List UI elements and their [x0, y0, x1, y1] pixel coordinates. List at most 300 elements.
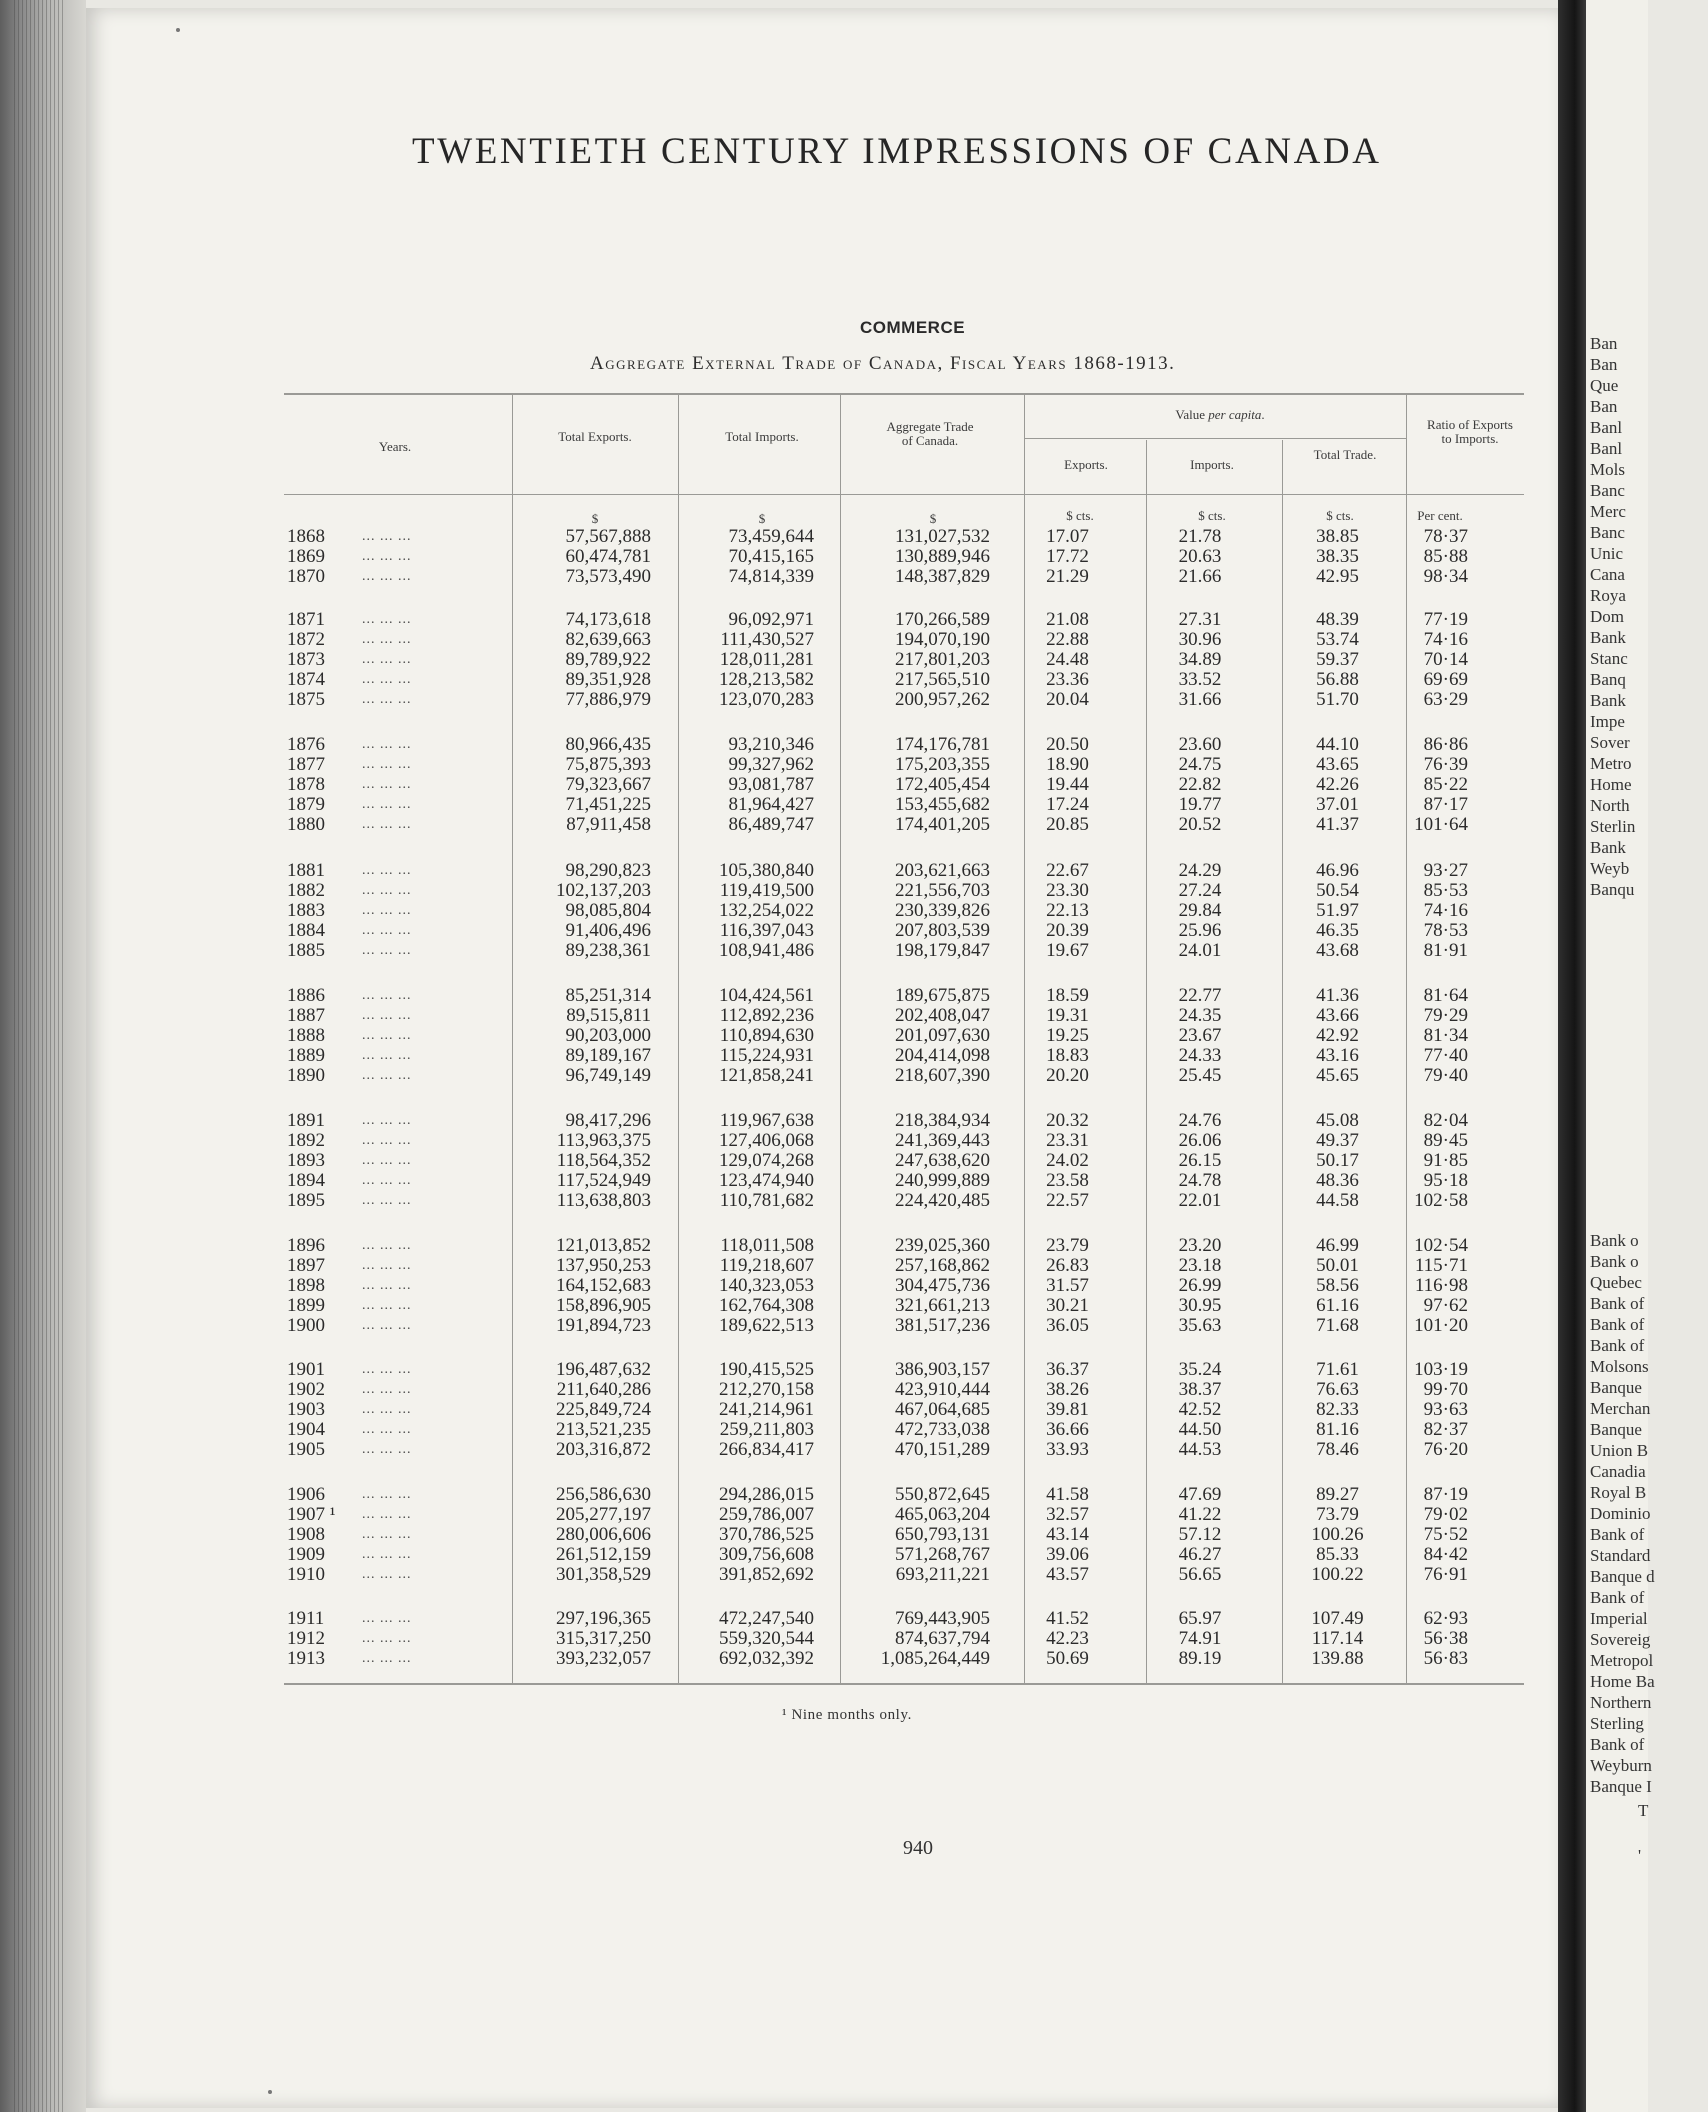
aggregate-cell: 198,179,847: [895, 940, 990, 961]
year-group: [0, 1236, 1540, 1336]
imports-cell: 128,011,281: [719, 649, 814, 670]
pc-imports-cell: 22.82: [1178, 774, 1222, 795]
pc-total-cell: 59.37: [1316, 649, 1359, 670]
pc-total-cell: 48.36: [1316, 1170, 1359, 1191]
pc-total-cell: 37.01: [1316, 794, 1359, 815]
ratio-cell: 93·63: [1423, 1399, 1468, 1420]
aggregate-cell: 693,211,221: [895, 1564, 990, 1585]
pc-imports-cell: 34.89: [1178, 649, 1222, 670]
year-cell: 1898: [287, 1275, 325, 1296]
year-cell: 1876: [287, 734, 325, 755]
imports-cell: 294,286,015: [719, 1484, 814, 1505]
aggregate-cell: 174,401,205: [895, 814, 990, 835]
pc-imports-cell: 44.50: [1178, 1419, 1222, 1440]
year-cell: 1870: [287, 566, 325, 587]
exports-cell: 89,515,811: [566, 1005, 651, 1026]
table-row: [0, 1131, 1540, 1151]
exports-cell: 89,238,361: [565, 940, 651, 961]
leader-dots: ... ... ...: [362, 1527, 412, 1542]
leader-dots: ... ... ...: [362, 1153, 412, 1168]
pc-imports-cell: 23.60: [1178, 734, 1222, 755]
exports-cell: 205,277,197: [556, 1504, 651, 1525]
pc-total-cell: 46.99: [1316, 1235, 1359, 1256]
ratio-cell: 56·83: [1423, 1648, 1468, 1669]
imports-cell: 118,011,508: [720, 1235, 814, 1256]
aggregate-cell: 224,420,485: [895, 1190, 990, 1211]
leader-dots: ... ... ...: [362, 1487, 412, 1502]
imports-cell: 73,459,644: [728, 526, 814, 547]
pc-imports-cell: 27.31: [1178, 609, 1222, 630]
imports-cell: 692,032,392: [719, 1648, 814, 1669]
table-row: [0, 1565, 1540, 1585]
exports-cell: 85,251,314: [565, 985, 651, 1006]
pc-imports-cell: 24.75: [1178, 754, 1222, 775]
aggregate-cell: 217,801,203: [895, 649, 990, 670]
ratio-cell: 79·02: [1423, 1504, 1468, 1525]
pc-imports-cell: 26.06: [1178, 1130, 1222, 1151]
facing-page-text: Home Ba: [1590, 1672, 1655, 1691]
leader-dots: ... ... ...: [362, 1193, 412, 1208]
leader-dots: ... ... ...: [362, 903, 412, 918]
ratio-cell: 87·17: [1423, 794, 1468, 815]
year-cell: 1890: [287, 1065, 325, 1086]
imports-cell: 129,074,268: [719, 1150, 814, 1171]
exports-cell: 89,351,928: [565, 669, 651, 690]
pc-total-cell: 53.74: [1316, 629, 1359, 650]
ratio-cell: 101·20: [1414, 1315, 1468, 1336]
header-pc-imports: Imports.: [1190, 457, 1234, 472]
ratio-cell: 63·29: [1423, 689, 1468, 710]
facing-page-edge: [1586, 0, 1655, 2112]
leader-dots: ... ... ...: [362, 632, 412, 647]
pc-exports-cell: 23.30: [1046, 880, 1089, 901]
table-top-rule: [284, 393, 1524, 395]
leader-dots: ... ... ...: [362, 1048, 412, 1063]
pc-total-cell: 58.56: [1316, 1275, 1359, 1296]
pc-total-cell: 50.01: [1316, 1255, 1359, 1276]
year-group: [0, 1485, 1540, 1585]
imports-cell: 162,764,308: [719, 1295, 814, 1316]
year-cell: 1881: [287, 860, 325, 881]
pc-total-cell: 117.14: [1311, 1628, 1364, 1649]
pc-imports-cell: 25.45: [1178, 1065, 1222, 1086]
year-cell: 1896: [287, 1235, 325, 1256]
ratio-cell: 56·38: [1423, 1628, 1468, 1649]
aggregate-cell: 239,025,360: [895, 1235, 990, 1256]
pc-total-cell: 44.58: [1316, 1190, 1359, 1211]
year-cell: 1903: [287, 1399, 325, 1420]
facing-page-text: Impe: [1590, 712, 1625, 731]
imports-cell: 189,622,513: [719, 1315, 814, 1336]
year-cell: 1873: [287, 649, 325, 670]
leader-dots: ... ... ...: [362, 797, 412, 812]
year-cell: 1900: [287, 1315, 325, 1336]
imports-cell: 140,323,053: [719, 1275, 814, 1296]
table-row: [0, 1256, 1540, 1276]
pc-exports-cell: 20.04: [1046, 689, 1089, 710]
year-cell: 1913: [287, 1648, 325, 1669]
year-cell: 1871: [287, 609, 325, 630]
ratio-cell: 101·64: [1414, 814, 1468, 835]
facing-page-text: Ban: [1590, 334, 1618, 353]
exports-cell: 98,290,823: [565, 860, 651, 881]
pc-exports-cell: 23.31: [1046, 1130, 1089, 1151]
pc-total-cell: 51.70: [1316, 689, 1359, 710]
pc-imports-cell: 24.01: [1178, 940, 1222, 961]
facing-page-text: Bank of: [1590, 1336, 1645, 1355]
pc-exports-cell: 21.29: [1046, 566, 1089, 587]
pc-imports-cell: 22.01: [1178, 1190, 1222, 1211]
table-row: [0, 1066, 1540, 1086]
aggregate-cell: 175,203,355: [895, 754, 990, 775]
ratio-cell: 85·22: [1423, 774, 1468, 795]
ratio-cell: 76·91: [1423, 1564, 1468, 1585]
pc-imports-cell: 29.84: [1178, 900, 1222, 921]
aggregate-cell: 202,408,047: [895, 1005, 990, 1026]
pc-total-cell: 89.27: [1316, 1484, 1359, 1505]
leader-dots: ... ... ...: [362, 1238, 412, 1253]
ratio-cell: 102·58: [1414, 1190, 1468, 1211]
exports-cell: 225,849,724: [556, 1399, 651, 1420]
pc-exports-cell: 18.83: [1046, 1045, 1089, 1066]
aggregate-cell: 465,063,204: [895, 1504, 990, 1525]
year-cell: 1894: [287, 1170, 325, 1191]
facing-page-text: T: [1638, 1801, 1649, 1820]
per-capita-rule: [1025, 438, 1407, 439]
pc-imports-cell: 19.77: [1178, 794, 1222, 815]
leader-dots: ... ... ...: [362, 1278, 412, 1293]
aggregate-cell: 769,443,905: [895, 1608, 990, 1629]
pc-imports-cell: 57.12: [1178, 1524, 1222, 1545]
pc-total-cell: 45.65: [1316, 1065, 1359, 1086]
pc-total-cell: 48.39: [1316, 609, 1359, 630]
pc-exports-cell: 41.52: [1046, 1608, 1089, 1629]
year-cell: 1904: [287, 1419, 325, 1440]
header-total-imports: Total Imports.: [725, 429, 799, 444]
pc-total-cell: 45.08: [1316, 1110, 1359, 1131]
year-group: [0, 735, 1540, 835]
pc-imports-cell: 21.78: [1178, 526, 1222, 547]
year-cell: 1880: [287, 814, 325, 835]
aggregate-cell: 321,661,213: [895, 1295, 990, 1316]
facing-page-text: Banq: [1590, 670, 1626, 689]
exports-cell: 73,573,490: [565, 566, 651, 587]
imports-cell: 96,092,971: [728, 609, 814, 630]
imports-cell: 128,213,582: [719, 669, 814, 690]
facing-page-text: Bank: [1590, 838, 1626, 857]
year-cell: 1878: [287, 774, 325, 795]
pc-total-cell: 43.16: [1316, 1045, 1359, 1066]
year-cell: 1905: [287, 1439, 325, 1460]
exports-cell: 137,950,253: [556, 1255, 651, 1276]
imports-cell: 391,852,692: [719, 1564, 814, 1585]
aggregate-cell: 257,168,862: [895, 1255, 990, 1276]
exports-cell: 211,640,286: [556, 1379, 651, 1400]
facing-page-text: Banqu: [1590, 880, 1635, 899]
year-group: [0, 1609, 1540, 1669]
pc-total-cell: 71.68: [1316, 1315, 1359, 1336]
aggregate-cell: 221,556,703: [895, 880, 990, 901]
pc-exports-cell: 19.25: [1046, 1025, 1089, 1046]
imports-cell: 241,214,961: [719, 1399, 814, 1420]
pc-exports-cell: 17.72: [1046, 546, 1089, 567]
year-cell: 1885: [287, 940, 325, 961]
aggregate-cell: 130,889,946: [895, 546, 990, 567]
table-row: [0, 881, 1540, 901]
year-group: [0, 610, 1540, 710]
facing-page-text: Stanc: [1590, 649, 1628, 668]
year-cell: 1907 ¹: [287, 1504, 336, 1525]
pc-total-cell: 42.95: [1316, 566, 1359, 587]
header-value-per-capita-text: Value per capita.: [1175, 407, 1265, 422]
imports-cell: 110,781,682: [719, 1190, 814, 1211]
facing-page-text: Dom: [1590, 607, 1624, 626]
pc-imports-cell: 26.99: [1178, 1275, 1222, 1296]
pc-exports-cell: 43.14: [1046, 1524, 1089, 1545]
leader-dots: ... ... ...: [362, 883, 412, 898]
pc-exports-cell: 38.26: [1046, 1379, 1089, 1400]
aggregate-cell: 218,607,390: [895, 1065, 990, 1086]
aggregate-cell: 472,733,038: [895, 1419, 990, 1440]
ratio-cell: 74·16: [1423, 629, 1468, 650]
facing-page-text: Banque: [1590, 1378, 1642, 1397]
pc-exports-cell: 20.39: [1046, 920, 1089, 941]
facing-page-text: Roya: [1590, 586, 1626, 605]
pc-total-cell: 50.54: [1316, 880, 1359, 901]
pc-exports-cell: 19.67: [1046, 940, 1089, 961]
facing-page-text: Union B: [1590, 1441, 1649, 1460]
year-cell: 1901: [287, 1359, 325, 1380]
pc-imports-cell: 56.65: [1178, 1564, 1222, 1585]
table-row: [0, 1151, 1540, 1171]
table-row: [0, 1525, 1540, 1545]
exports-cell: 301,358,529: [556, 1564, 651, 1585]
ratio-cell: 70·14: [1423, 649, 1468, 670]
table-row: [0, 1006, 1540, 1026]
exports-cell: 393,232,057: [556, 1648, 651, 1669]
pc-imports-cell: 65.97: [1178, 1608, 1222, 1629]
pc-exports-cell: 17.07: [1046, 526, 1089, 547]
exports-cell: 196,487,632: [556, 1359, 651, 1380]
table-row: [0, 921, 1540, 941]
page-number: 940: [903, 1837, 933, 1859]
imports-cell: 105,380,840: [719, 860, 814, 881]
imports-cell: 81,964,427: [728, 794, 814, 815]
year-cell: 1875: [287, 689, 325, 710]
aggregate-cell: 203,621,663: [895, 860, 990, 881]
pc-total-cell: 41.37: [1316, 814, 1359, 835]
leader-dots: ... ... ...: [362, 1402, 412, 1417]
facing-page-text: Royal B: [1590, 1483, 1647, 1502]
pc-total-cell: 43.65: [1316, 754, 1359, 775]
unit-ratio: Per cent.: [1417, 508, 1463, 523]
facing-page-text: Sover: [1590, 733, 1630, 752]
facing-page-text: Merchan: [1590, 1399, 1651, 1418]
exports-cell: 315,317,250: [556, 1628, 651, 1649]
facing-page-text: Mols: [1590, 460, 1625, 479]
table-row: [0, 1171, 1540, 1191]
ratio-cell: 62·93: [1423, 1608, 1468, 1629]
aggregate-cell: 131,027,532: [895, 526, 990, 547]
year-cell: 1895: [287, 1190, 325, 1211]
facing-page-text: Sterlin: [1590, 817, 1636, 836]
unit-pc-exports: $ cts.: [1066, 508, 1094, 523]
imports-cell: 119,419,500: [719, 880, 814, 901]
pc-imports-cell: 26.15: [1178, 1150, 1222, 1171]
facing-page-text: Merc: [1590, 502, 1626, 521]
year-cell: 1893: [287, 1150, 325, 1171]
pc-exports-cell: 36.66: [1046, 1419, 1089, 1440]
imports-cell: 93,081,787: [728, 774, 814, 795]
table-row: [0, 1111, 1540, 1131]
year-cell: 1902: [287, 1379, 325, 1400]
ratio-cell: 74·16: [1423, 900, 1468, 921]
pc-imports-cell: 24.76: [1178, 1110, 1222, 1131]
pc-total-cell: 61.16: [1316, 1295, 1359, 1316]
ratio-cell: 89·45: [1423, 1130, 1468, 1151]
table-row: [0, 1046, 1540, 1066]
table-row: [0, 1545, 1540, 1565]
header-years: Years.: [378, 439, 412, 454]
imports-cell: 123,070,283: [719, 689, 814, 710]
year-group: [0, 1111, 1540, 1211]
ratio-cell: 86·86: [1423, 734, 1468, 755]
leader-dots: ... ... ...: [362, 1362, 412, 1377]
table-row: [0, 735, 1540, 755]
ratio-cell: 81·91: [1423, 940, 1468, 961]
table-row: [0, 670, 1540, 690]
facing-page-text: Que: [1590, 376, 1619, 395]
pc-imports-cell: 24.35: [1178, 1005, 1222, 1026]
imports-cell: 309,756,608: [719, 1544, 814, 1565]
exports-cell: 113,963,375: [556, 1130, 651, 1151]
facing-page-text: Sovereig: [1590, 1630, 1651, 1649]
pc-exports-cell: 18.59: [1046, 985, 1089, 1006]
exports-cell: 203,316,872: [556, 1439, 651, 1460]
leader-dots: ... ... ...: [362, 1298, 412, 1313]
aggregate-cell: 467,064,685: [895, 1399, 990, 1420]
leader-dots: ... ... ...: [362, 692, 412, 707]
ratio-cell: 116·98: [1414, 1275, 1468, 1296]
table-row: [0, 1026, 1540, 1046]
pc-imports-cell: 31.66: [1178, 689, 1222, 710]
header-pc-total: Total Trade.: [1313, 447, 1377, 462]
pc-total-cell: 41.36: [1316, 985, 1359, 1006]
exports-cell: 74,173,618: [565, 609, 651, 630]
pc-total-cell: 100.26: [1311, 1524, 1364, 1545]
pc-total-cell: 56.88: [1316, 669, 1359, 690]
pc-exports-cell: 26.83: [1046, 1255, 1089, 1276]
aggregate-cell: 240,999,889: [895, 1170, 990, 1191]
leader-dots: ... ... ...: [362, 777, 412, 792]
pc-total-cell: 38.35: [1316, 546, 1359, 567]
exports-cell: 75,875,393: [565, 754, 651, 775]
facing-page-text: Canadia: [1590, 1462, 1646, 1481]
year-cell: 1868: [287, 526, 325, 547]
pc-exports-cell: 20.20: [1046, 1065, 1089, 1086]
facing-page-text: Banque d: [1590, 1567, 1655, 1586]
exports-cell: 96,749,149: [565, 1065, 651, 1086]
pc-imports-cell: 20.52: [1178, 814, 1222, 835]
table-row: [0, 1649, 1540, 1669]
leader-dots: ... ... ...: [362, 1507, 412, 1522]
imports-cell: 559,320,544: [719, 1628, 814, 1649]
pc-exports-cell: 23.58: [1046, 1170, 1089, 1191]
facing-page-text: ': [1638, 1846, 1642, 1865]
pc-imports-cell: 30.95: [1178, 1295, 1222, 1316]
imports-cell: 104,424,561: [719, 985, 814, 1006]
aggregate-cell: 550,872,645: [895, 1484, 990, 1505]
year-group: [0, 1360, 1540, 1460]
facing-page-text: Unic: [1590, 544, 1624, 563]
header-bottom-rule: [284, 494, 1524, 495]
ratio-cell: 115·71: [1414, 1255, 1468, 1276]
facing-page-text: Sterling: [1590, 1714, 1644, 1733]
ratio-cell: 79·29: [1423, 1005, 1468, 1026]
leader-dots: ... ... ...: [362, 1318, 412, 1333]
pc-exports-cell: 18.90: [1046, 754, 1089, 775]
year-cell: 1911: [287, 1608, 325, 1629]
running-head: TWENTIETH CENTURY IMPRESSIONS OF CANADA: [412, 131, 1382, 172]
year-group: [0, 986, 1540, 1086]
year-cell: 1908: [287, 1524, 325, 1545]
pc-total-cell: 49.37: [1316, 1130, 1359, 1151]
table-row: [0, 1400, 1540, 1420]
imports-cell: 132,254,022: [719, 900, 814, 921]
exports-cell: 280,006,606: [556, 1524, 651, 1545]
footnote: ¹ Nine months only.: [782, 1707, 912, 1723]
imports-cell: 370,786,525: [719, 1524, 814, 1545]
exports-cell: 118,564,352: [556, 1150, 651, 1171]
ratio-cell: 87·19: [1423, 1484, 1468, 1505]
leader-dots: ... ... ...: [362, 1651, 412, 1666]
facing-page-text: Home: [1590, 775, 1632, 794]
imports-cell: 111,430,527: [720, 629, 814, 650]
exports-cell: 79,323,667: [565, 774, 651, 795]
aggregate-cell: 304,475,736: [895, 1275, 990, 1296]
ratio-cell: 98·34: [1423, 566, 1468, 587]
facing-page-text: Standard: [1590, 1546, 1651, 1565]
pc-total-cell: 44.10: [1316, 734, 1359, 755]
aggregate-cell: 230,339,826: [895, 900, 990, 921]
leader-dots: ... ... ...: [362, 1422, 412, 1437]
table-row: [0, 901, 1540, 921]
ratio-cell: 99·70: [1423, 1379, 1468, 1400]
pc-exports-cell: 24.02: [1046, 1150, 1089, 1171]
table-row: [0, 1485, 1540, 1505]
imports-cell: 123,474,940: [719, 1170, 814, 1191]
aggregate-cell: 241,369,443: [895, 1130, 990, 1151]
ratio-cell: 93·27: [1423, 860, 1468, 881]
ratio-cell: 85·88: [1423, 546, 1468, 567]
pc-exports-cell: 31.57: [1046, 1275, 1089, 1296]
pc-total-cell: 43.68: [1316, 940, 1359, 961]
unit-imports: $: [758, 511, 766, 526]
pc-total-cell: 82.33: [1316, 1399, 1359, 1420]
exports-cell: 256,586,630: [556, 1484, 651, 1505]
imports-cell: 112,892,236: [719, 1005, 814, 1026]
pc-total-cell: 46.35: [1316, 920, 1359, 941]
year-cell: 1912: [287, 1628, 325, 1649]
pc-imports-cell: 89.19: [1178, 1648, 1222, 1669]
facing-page-text: Cana: [1590, 565, 1625, 584]
table-row: [0, 650, 1540, 670]
imports-cell: 108,941,486: [719, 940, 814, 961]
table-row: [0, 986, 1540, 1006]
leader-dots: ... ... ...: [362, 529, 412, 544]
aggregate-cell: 1,085,264,449: [880, 1648, 990, 1669]
pc-imports-cell: 24.78: [1178, 1170, 1222, 1191]
